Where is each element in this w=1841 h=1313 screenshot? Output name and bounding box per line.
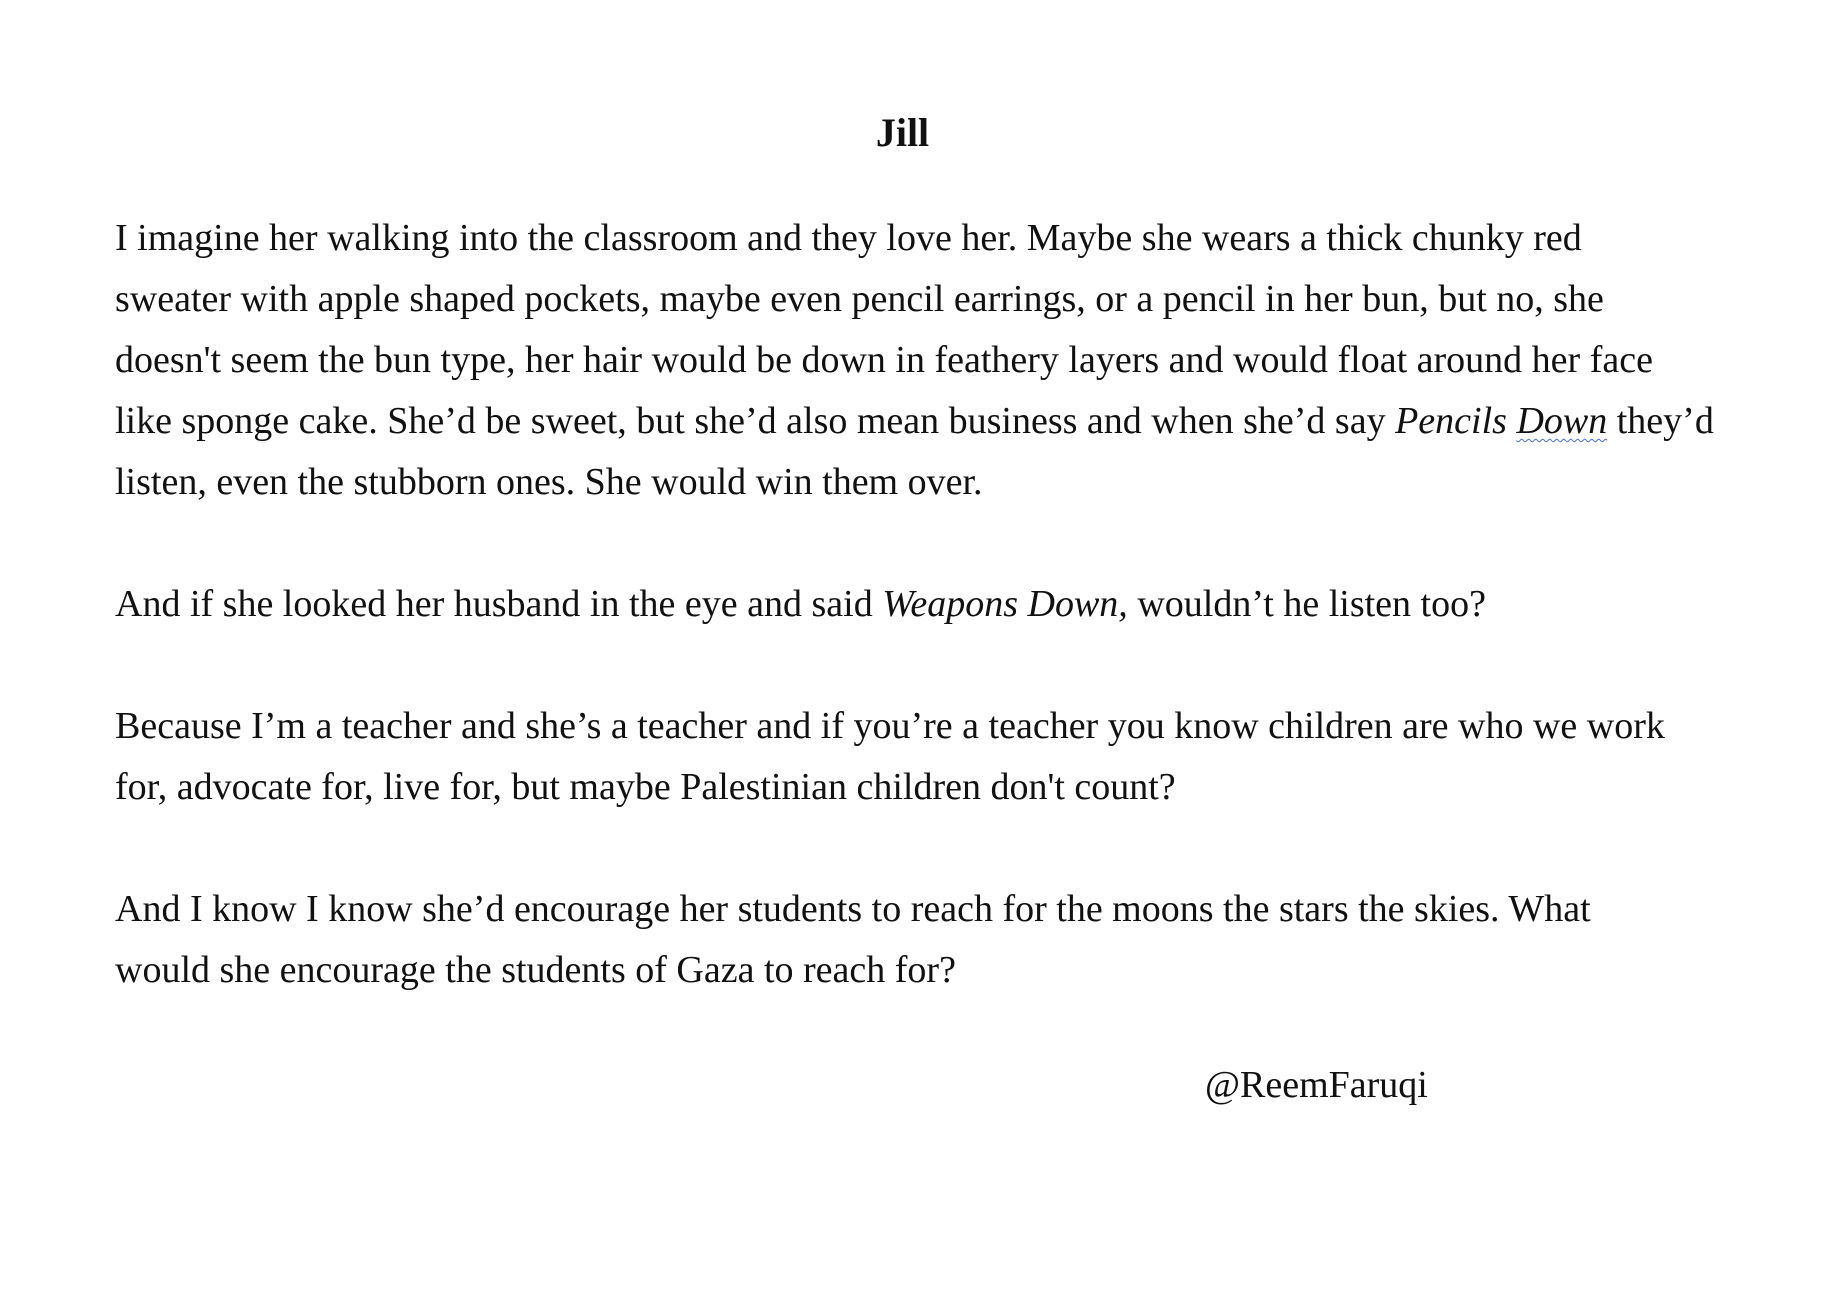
- paragraph-3: [115, 696, 1795, 818]
- paragraph-1-line-2: sweater with apple shaped pockets, maybe even pencil earrings, or a pencil in her bun, but no, she: [115, 278, 1604, 320]
- paragraph-2: [115, 574, 1795, 635]
- line-4-text-after: they’d: [1607, 400, 1714, 442]
- paragraph-2-line-1: [115, 574, 1795, 635]
- pencils-down-spellcheck-word: Down: [1516, 400, 1608, 442]
- paragraph-1-line-1: I imagine her walking into the classroom and they love her. Maybe she wears a thick chunky red: [115, 217, 1582, 259]
- paragraph-1-line-3: doesn't seem the bun type, her hair would be down in feathery layers and would float around her face: [115, 339, 1653, 381]
- author-handle: @ReemFaruqi: [1205, 1064, 1428, 1106]
- paragraph-2-text-after: wouldn’t he listen too?: [1127, 583, 1486, 625]
- paragraph-1: [115, 208, 1795, 513]
- poem-title: Jill: [875, 110, 930, 155]
- paragraph-1-line-5: listen, even the stubborn ones. She would win them over.: [115, 461, 983, 503]
- paragraph-3-line-2: for, advocate for, live for, but maybe Palestinian children don't count?: [115, 766, 1176, 808]
- paragraph-1-line-4: [115, 391, 1795, 452]
- paragraph-4: [115, 879, 1795, 1001]
- pencils-down-italic-a: Pencils: [1395, 400, 1517, 442]
- paragraph-4-line-1: And I know I know she’d encourage her students to reach for the moons the stars the skies. What: [115, 888, 1591, 930]
- poem-body: [115, 208, 1795, 1062]
- paragraph-2-text-before: And if she looked her husband in the eye and said: [115, 583, 883, 625]
- line-4-text-before: like sponge cake. She’d be sweet, but she’d also mean business and when she’d say: [115, 400, 1396, 442]
- paragraph-4-line-2: would she encourage the students of Gaza to reach for?: [115, 949, 956, 991]
- weapons-down-italic: Weapons Down,: [882, 583, 1128, 625]
- paragraph-3-line-1: Because I’m a teacher and she’s a teacher and if you’re a teacher you know children are who we work: [115, 705, 1665, 747]
